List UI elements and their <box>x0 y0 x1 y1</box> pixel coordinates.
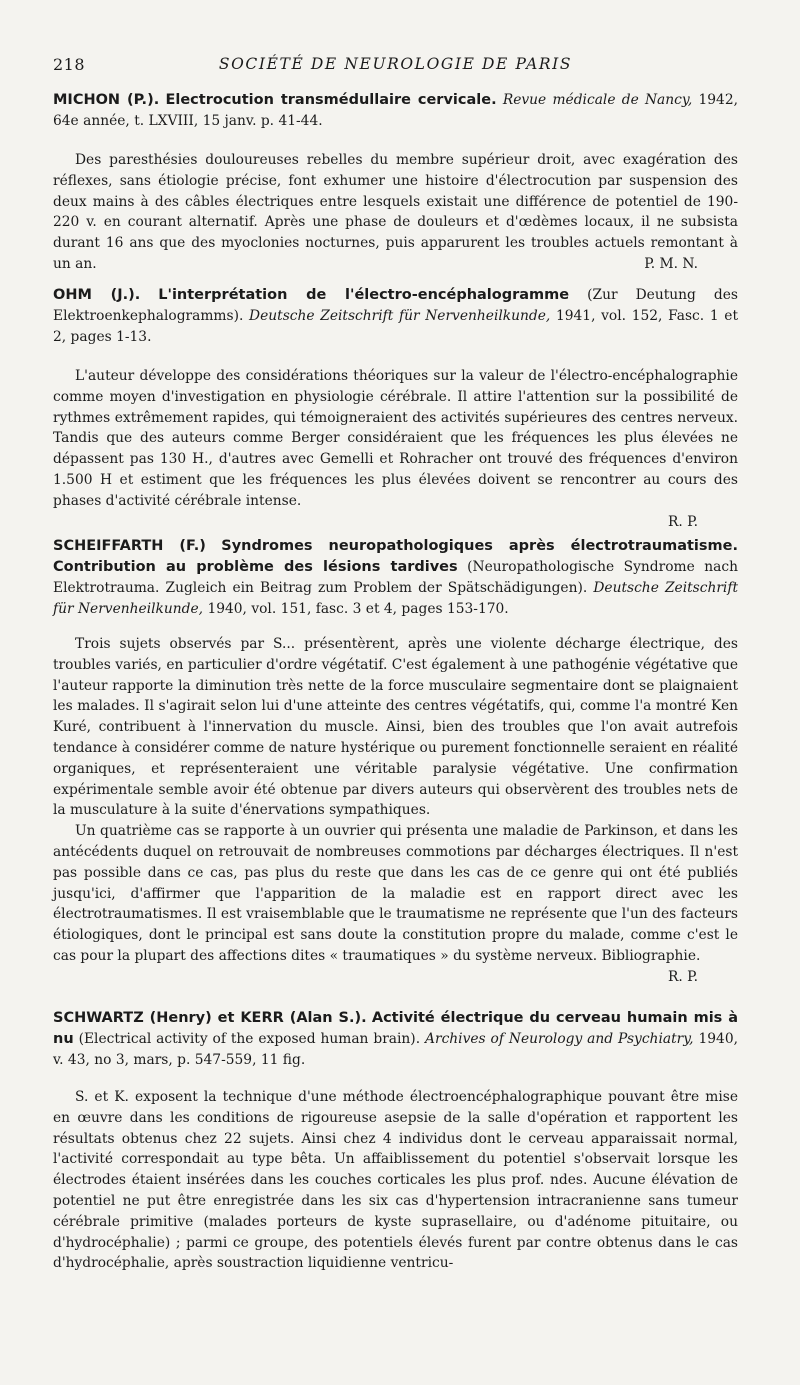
signature: P. M. N. <box>644 255 698 272</box>
article-title: Electrocution transmédullaire cervicale. <box>165 92 497 108</box>
article-title: L'interprétation de l'électro-encéphalogramme <box>158 287 570 303</box>
abstract-schwartz-kerr <box>53 1008 738 1274</box>
original-title: (Neuropathologische Syndrome nach Elektrotrauma. Zugleich ein Beitrag zum Problem der Spätschädigungen). <box>53 559 738 596</box>
running-head <box>53 55 738 79</box>
article-title: Activité électrique du cerveau humain mis à nu <box>53 1010 738 1047</box>
abstract-paragraph: S. et K. exposent la technique d'une méthode électroencéphalographique pouvant être mise en œuvre dans les conditions de rigoureuse asepsie de la salle d'opération et rapportent les résultats obtenus chez 22 sujets. Ainsi chez 4 individus dont le cerveau apparaissait normal, l'activité correspondait au type bêta. Un affaiblissement du potentiel s'observait lorsque les électrodes étaient insérées dans les couches corticales les plus prof. ndes. Aucune élévation de potentiel ne put être enregistrée dans les six cas d'hypertension intracranienne sans tumeur cérébrale primitive (malades porteurs de kyste suprasellaire, ou d'adénome pituitaire, ou d'hydrocéphalie) ; parmi ce groupe, des potentiels élevés furent par contre obtenus dans le cas d'hydrocéphalie, après soustraction liquidienne ventricu- <box>53 1089 738 1272</box>
signature: R. P. <box>667 968 698 985</box>
article-title: Syndromes neuropathologiques après électrotraumatisme. Contribution au problème des lésions tardives <box>53 538 738 575</box>
journal-title: SOCIÉTÉ DE NEUROLOGIE DE PARIS <box>218 55 573 73</box>
original-title: (Electrical activity of the exposed human brain). <box>78 1031 421 1047</box>
source-details: 1941, vol. 152, Fasc. 1 et 2, pages 1-13. <box>53 308 738 345</box>
abstract-paragraph: L'auteur développe des considérations théoriques sur la valeur de l'électro-encéphalographie comme moyen d'investigation en physiologie cérébrale. Il attire l'attention sur la possibilité de rythmes extrêmement rapides, qui témoigneraient des activités supérieures des centres nerveux. Tandis que des auteurs comme Berger considéraient que les fréquences les plus élevées ne dépassent pas 130 H., d'autres avec Gemelli et Rohracher ont trouvé des fréquences d'environ 1.500 H et estiment que les fréquences les plus élevées doivent se rencontrer au cours des phases d'activité cérébrale intense. <box>53 368 738 509</box>
reference <box>53 285 738 348</box>
source-journal: Archives of Neurology and Psychiatry, <box>425 1031 694 1047</box>
abstract-scheiffarth <box>53 536 738 988</box>
reference <box>53 1008 738 1071</box>
abstract-paragraph: Un quatrième cas se rapporte à un ouvrier qui présenta une maladie de Parkinson, et dans les antécédents duquel on retrouvait de nombreuses commotions par décharges électriques. Il n'est pas possible dans ce cas, pas plus du reste que dans les cas de ce genre qui ont été publiés jusqu'ici, d'affirmer que l'apparition de la maladie est en rapport direct avec les électrotraumatismes. Il est vraisemblable que le traumatisme ne représente que l'un des facteurs étiologiques, dont le principal est sans doute la constitution propre du malade, comme c'est le cas pour la plupart des affections dites « traumatiques » du système nerveux. Bibliographie. R. P. <box>53 821 738 967</box>
signature: R. P. <box>667 513 698 530</box>
abstract-michon <box>53 90 738 275</box>
author: SCHEIFFARTH (F.) <box>53 538 206 554</box>
page-number: 218 <box>53 55 86 74</box>
source-journal: Revue médicale de Nancy, <box>502 92 693 108</box>
source-journal: Deutsche Zeitschrift für Nervenheilkunde, <box>53 580 739 617</box>
reference <box>53 90 738 132</box>
abstract-paragraph: Trois sujets observés par S... présentèrent, après une violente décharge électrique, des troubles variés, en particulier d'ordre végétatif. C'est également à une pathogénie végétative que l'auteur rapporte la diminution très nette de la force musculaire segmentaire dont se plaignaient les malades. Il s'agirait selon lui d'une atteinte des centres végétatifs, qui, comme l'a montré Ken Kuré, contribuent à l'innervation du muscle. Ainsi, bien des troubles que l'on avait autrefois tendance à considérer comme de nature hystérique ou purement fonctionnelle seraient en réalité organiques, et représenteraient une véritable paralysie végétative. Une confirmation expérimentale semble avoir été obtenue par divers auteurs qui observèrent des troubles nets de la musculature à la suite d'énervations sympathiques. <box>53 636 738 819</box>
abstract-ohm <box>53 285 738 532</box>
original-title: (Zur Deutung des Elektroenkephalogramms). <box>53 287 738 324</box>
author: SCHWARTZ (Henry) et KERR (Alan S.). <box>53 1010 367 1026</box>
abstract-paragraph: Des paresthésies douloureuses rebelles du membre supérieur droit, avec exagération des réflexes, sans étiologie précise, font exhumer une histoire d'électrocution par suspension des deux mains à des câbles électriques entre lesquels existait une différence de potentiel de 190-220 v. en courant alternatif. Après une phase de douleurs et d'œdèmes locaux, il ne subsista durant 16 ans que des myoclonies nocturnes, puis apparurent les troubles actuels remontant à un an. P. M. N. <box>53 150 738 275</box>
source-details: 1942, 64e année, t. LXVIII, 15 janv. p. 41-44. <box>53 92 738 129</box>
author: OHM (J.). <box>53 287 141 303</box>
reference <box>53 536 738 620</box>
author: MICHON (P.). <box>53 92 160 108</box>
source-details: 1940, v. 43, no 3, mars, p. 547-559, 11 fig. <box>53 1031 738 1068</box>
source-journal: Deutsche Zeitschrift für Nervenheilkunde, <box>249 308 551 324</box>
source-details: 1940, vol. 151, fasc. 3 et 4, pages 153-170. <box>207 601 509 617</box>
